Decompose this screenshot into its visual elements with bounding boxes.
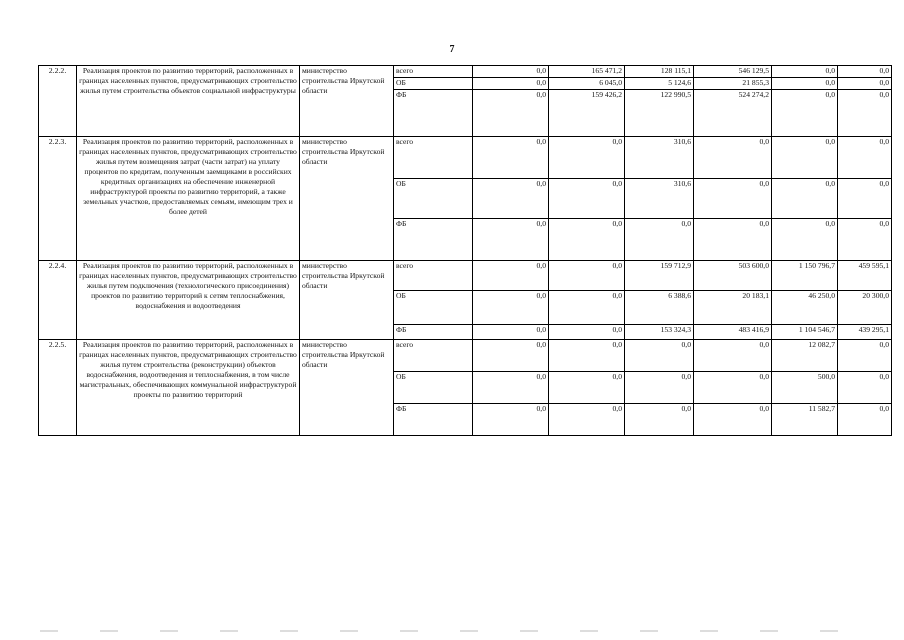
value-cell: 1 150 796,7 <box>772 261 838 291</box>
value-cell: 439 295,1 <box>838 325 892 340</box>
value-cell: 0,0 <box>473 291 549 325</box>
value-cell: 0,0 <box>473 340 549 372</box>
value-cell: 0,0 <box>549 261 625 291</box>
value-cell: 11 582,7 <box>772 404 838 436</box>
source-cell: всего <box>394 340 473 372</box>
row-executor: министерство строительства Иркутской области <box>300 66 394 137</box>
value-cell: 0,0 <box>473 137 549 179</box>
value-cell: 310,6 <box>625 137 694 179</box>
row-executor: министерство строительства Иркутской области <box>300 137 394 261</box>
source-cell: ОБ <box>394 179 473 219</box>
value-cell: 46 250,0 <box>772 291 838 325</box>
value-cell: 0,0 <box>838 66 892 78</box>
value-cell: 0,0 <box>838 404 892 436</box>
value-cell: 0,0 <box>549 325 625 340</box>
source-cell: ОБ <box>394 78 473 90</box>
row-code: 2.2.3. <box>39 137 77 261</box>
value-cell: 0,0 <box>772 66 838 78</box>
value-cell: 20 183,1 <box>694 291 772 325</box>
value-cell: 0,0 <box>694 340 772 372</box>
value-cell: 128 115,1 <box>625 66 694 78</box>
row-description: Реализация проектов по развитию территорий, расположенных в границах населенных пунктов, предусматривающих строительство жилья путем подключения (технологического присоединения) проектов по развитию территорий к сетям теплоснабжения, водоснабжения и водоотведения <box>77 261 300 340</box>
row-description: Реализация проектов по развитию территорий, расположенных в границах населенных пунктов, предусматривающих строительство жилья путем строительства объектов социальной инфраструктуры <box>77 66 300 137</box>
value-cell: 0,0 <box>625 404 694 436</box>
value-cell: 503 600,0 <box>694 261 772 291</box>
table-row <box>39 66 892 78</box>
value-cell: 0,0 <box>772 219 838 261</box>
value-cell: 0,0 <box>473 66 549 78</box>
row-description: Реализация проектов по развитию территорий, расположенных в границах населенных пунктов, предусматривающих строительство жилья путем строительства (реконструкции) объектов водоснабжения, водоотведения и теплоснабжения, в том числе магистральных, обеспечивающих коммунальной инфраструктурой проекты по развитию территорий <box>77 340 300 436</box>
row-code: 2.2.2. <box>39 66 77 137</box>
value-cell: 0,0 <box>772 179 838 219</box>
source-cell: ФБ <box>394 325 473 340</box>
value-cell: 0,0 <box>473 261 549 291</box>
value-cell: 0,0 <box>473 219 549 261</box>
value-cell: 0,0 <box>549 372 625 404</box>
value-cell: 0,0 <box>772 90 838 137</box>
value-cell: 5 124,6 <box>625 78 694 90</box>
value-cell: 0,0 <box>549 219 625 261</box>
value-cell: 0,0 <box>473 325 549 340</box>
value-cell: 0,0 <box>549 404 625 436</box>
value-cell: 0,0 <box>549 179 625 219</box>
value-cell: 0,0 <box>838 340 892 372</box>
source-cell: ФБ <box>394 404 473 436</box>
value-cell: 0,0 <box>625 372 694 404</box>
value-cell: 12 082,7 <box>772 340 838 372</box>
table-row <box>39 261 892 291</box>
budget-table <box>38 65 892 436</box>
value-cell: 159 426,2 <box>549 90 625 137</box>
row-description: Реализация проектов по развитию территорий, расположенных в границах населенных пунктов, предусматривающих строительство жилья путем возмещения затрат (части затрат) на уплату процентов по кредитам, полученным заемщиками в российских кредитных организациях на обеспечение инженерной инфраструктурой проекты по развитию территорий, а также земельных участков, предоставляемых семьям, имеющим трех и более детей <box>77 137 300 261</box>
value-cell: 6 045,0 <box>549 78 625 90</box>
value-cell: 122 990,5 <box>625 90 694 137</box>
value-cell: 0,0 <box>694 219 772 261</box>
page-number: 7 <box>449 44 455 55</box>
value-cell: 0,0 <box>838 137 892 179</box>
value-cell: 546 129,5 <box>694 66 772 78</box>
value-cell: 0,0 <box>694 404 772 436</box>
row-code: 2.2.5. <box>39 340 77 436</box>
value-cell: 0,0 <box>473 372 549 404</box>
row-executor: министерство строительства Иркутской области <box>300 340 394 436</box>
value-cell: 0,0 <box>838 179 892 219</box>
value-cell: 0,0 <box>549 340 625 372</box>
source-cell: ФБ <box>394 90 473 137</box>
value-cell: 0,0 <box>473 78 549 90</box>
table-row <box>39 340 892 372</box>
source-cell: всего <box>394 261 473 291</box>
value-cell: 0,0 <box>772 137 838 179</box>
scan-artifact <box>40 630 870 632</box>
value-cell: 310,6 <box>625 179 694 219</box>
source-cell: ФБ <box>394 219 473 261</box>
source-cell: ОБ <box>394 291 473 325</box>
value-cell: 483 416,9 <box>694 325 772 340</box>
source-cell: всего <box>394 137 473 179</box>
value-cell: 0,0 <box>625 340 694 372</box>
value-cell: 0,0 <box>549 137 625 179</box>
value-cell: 500,0 <box>772 372 838 404</box>
value-cell: 0,0 <box>473 90 549 137</box>
source-cell: всего <box>394 66 473 78</box>
source-cell: ОБ <box>394 372 473 404</box>
value-cell: 21 855,3 <box>694 78 772 90</box>
value-cell: 165 471,2 <box>549 66 625 78</box>
value-cell: 1 104 546,7 <box>772 325 838 340</box>
row-code: 2.2.4. <box>39 261 77 340</box>
value-cell: 0,0 <box>549 291 625 325</box>
value-cell: 20 300,0 <box>838 291 892 325</box>
value-cell: 0,0 <box>838 90 892 137</box>
value-cell: 0,0 <box>625 219 694 261</box>
value-cell: 524 274,2 <box>694 90 772 137</box>
row-executor: министерство строительства Иркутской области <box>300 261 394 340</box>
value-cell: 159 712,9 <box>625 261 694 291</box>
value-cell: 0,0 <box>772 78 838 90</box>
value-cell: 0,0 <box>694 137 772 179</box>
value-cell: 0,0 <box>694 179 772 219</box>
value-cell: 0,0 <box>473 404 549 436</box>
value-cell: 153 324,3 <box>625 325 694 340</box>
value-cell: 0,0 <box>694 372 772 404</box>
table-row <box>39 137 892 179</box>
value-cell: 0,0 <box>838 219 892 261</box>
value-cell: 0,0 <box>838 78 892 90</box>
value-cell: 6 388,6 <box>625 291 694 325</box>
value-cell: 0,0 <box>838 372 892 404</box>
value-cell: 459 595,1 <box>838 261 892 291</box>
value-cell: 0,0 <box>473 179 549 219</box>
